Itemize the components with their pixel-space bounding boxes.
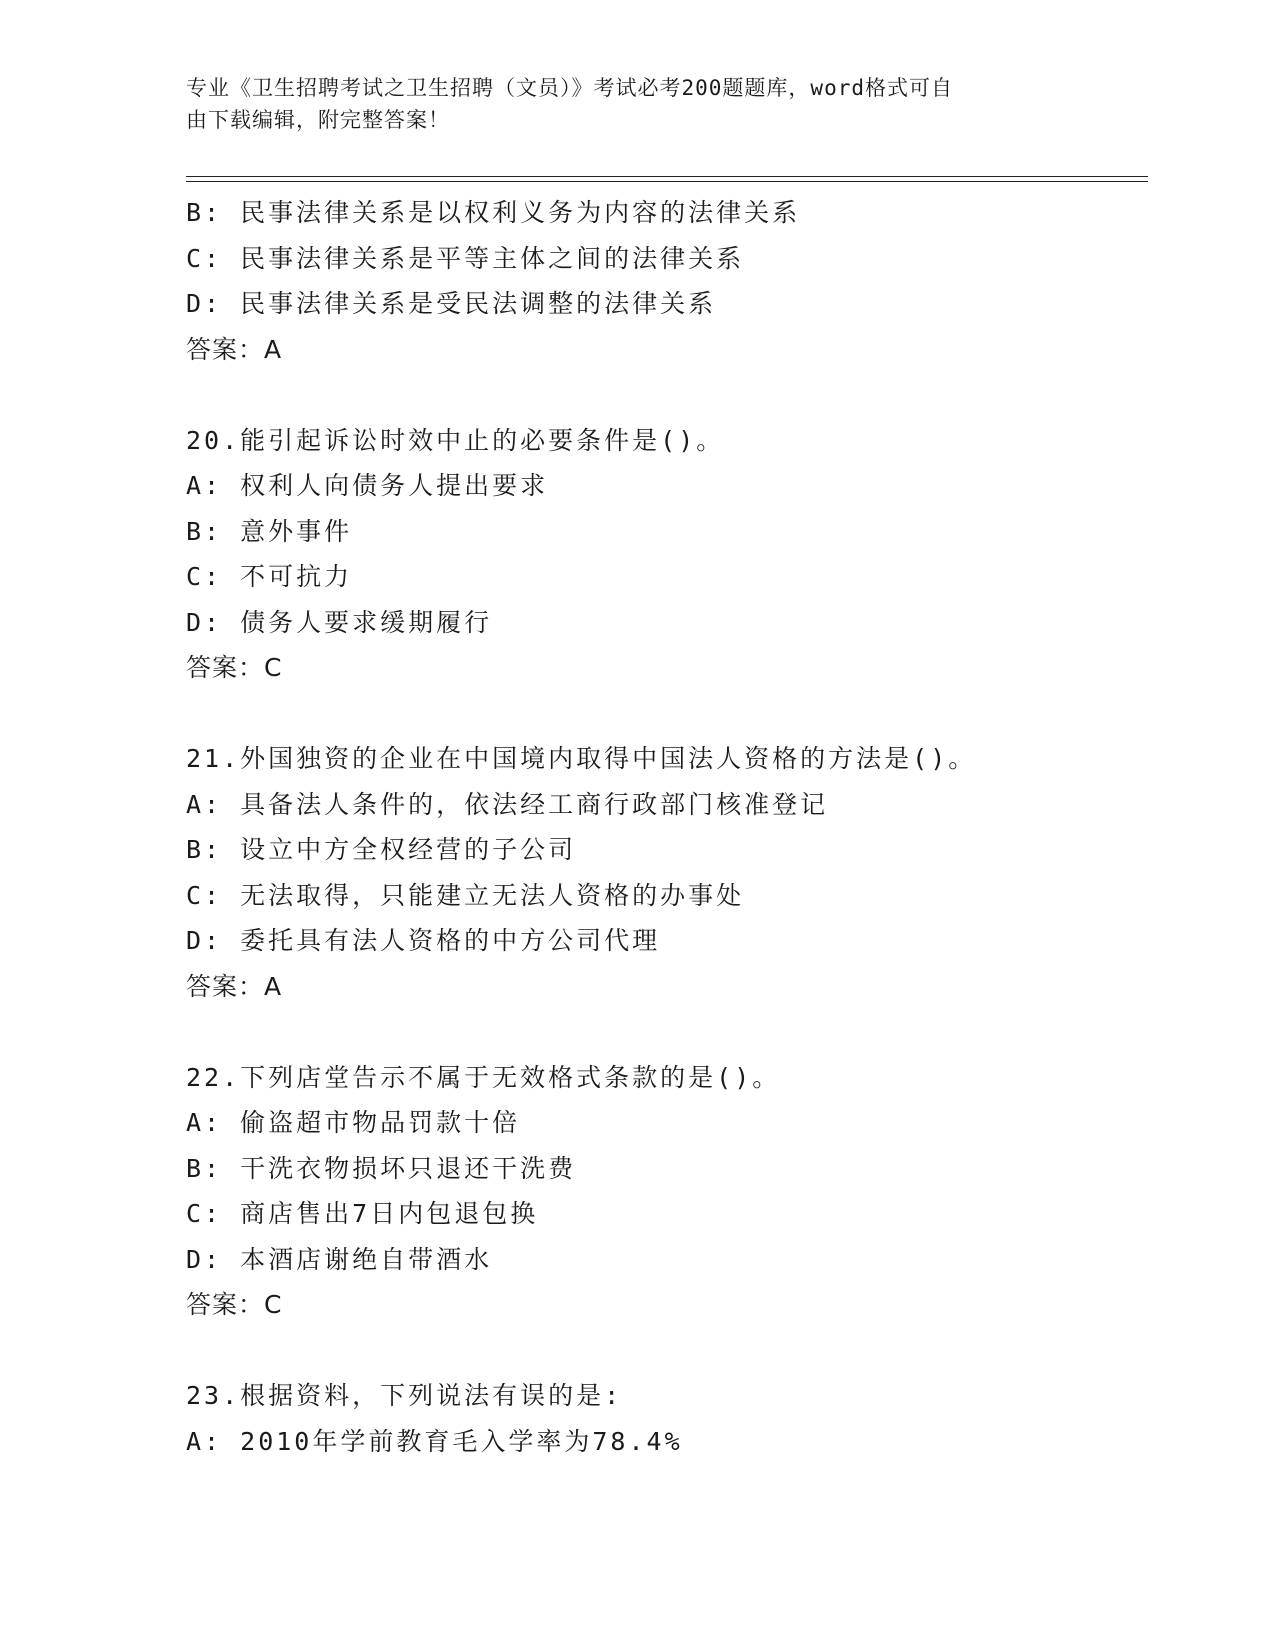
option-b: B: 设立中方全权经营的子公司 <box>186 835 577 864</box>
question-stem: 23.根据资料，下列说法有误的是: <box>186 1381 623 1410</box>
question-22 <box>186 1055 1148 1328</box>
option-a: A: 具备法人条件的，依法经工商行政部门核准登记 <box>186 789 829 819</box>
question-spacer <box>186 1009 1148 1055</box>
option-b: B: 干洗衣物损坏只退还干洗费 <box>186 1153 577 1183</box>
option-d: D: 民事法律关系是受民法调整的法律关系 <box>186 289 717 318</box>
document-header <box>186 72 1066 136</box>
answer-line: 答案：A <box>186 971 283 1001</box>
option-c: C: 民事法律关系是平等主体之间的法律关系 <box>186 243 745 273</box>
question-spacer <box>186 372 1148 418</box>
question-partial <box>186 190 1148 372</box>
question-list <box>186 190 1148 1464</box>
answer-line: 答案：A <box>186 334 283 364</box>
option-b: B: 意外事件 <box>186 516 353 546</box>
question-21 <box>186 736 1148 1009</box>
question-spacer <box>186 1328 1148 1374</box>
header-line-1: 专业《卫生招聘考试之卫生招聘（文员）》考试必考200题题库，word格式可自 <box>186 76 953 100</box>
question-stem: 21.外国独资的企业在中国境内取得中国法人资格的方法是()。 <box>186 744 977 773</box>
answer-line: 答案：C <box>186 653 283 682</box>
question-20 <box>186 418 1148 691</box>
option-a: A: 2010年学前教育毛入学率为78.4% <box>186 1426 683 1456</box>
option-a: A: 偷盗超市物品罚款十倍 <box>186 1108 521 1137</box>
header-line-2: 由下载编辑，附完整答案！ <box>186 108 450 132</box>
option-b: B: 民事法律关系是以权利义务为内容的法律关系 <box>186 198 801 227</box>
option-a: A: 权利人向债务人提出要求 <box>186 471 549 500</box>
question-stem: 22.下列店堂告示不属于无效格式条款的是()。 <box>186 1062 781 1092</box>
option-d: D: 本酒店谢绝自带酒水 <box>186 1244 493 1274</box>
header-divider-top <box>186 176 1148 177</box>
option-d: D: 债务人要求缓期履行 <box>186 607 493 637</box>
question-23 <box>186 1373 1148 1464</box>
option-c: C: 无法取得，只能建立无法人资格的办事处 <box>186 880 745 910</box>
option-c: C: 商店售出7日内包退包换 <box>186 1199 539 1228</box>
answer-line: 答案：C <box>186 1290 283 1319</box>
question-spacer <box>186 691 1148 737</box>
header-divider-bottom <box>186 181 1148 182</box>
question-stem: 20.能引起诉讼时效中止的必要条件是()。 <box>186 425 725 455</box>
option-d: D: 委托具有法人资格的中方公司代理 <box>186 926 661 955</box>
option-c: C: 不可抗力 <box>186 562 353 591</box>
